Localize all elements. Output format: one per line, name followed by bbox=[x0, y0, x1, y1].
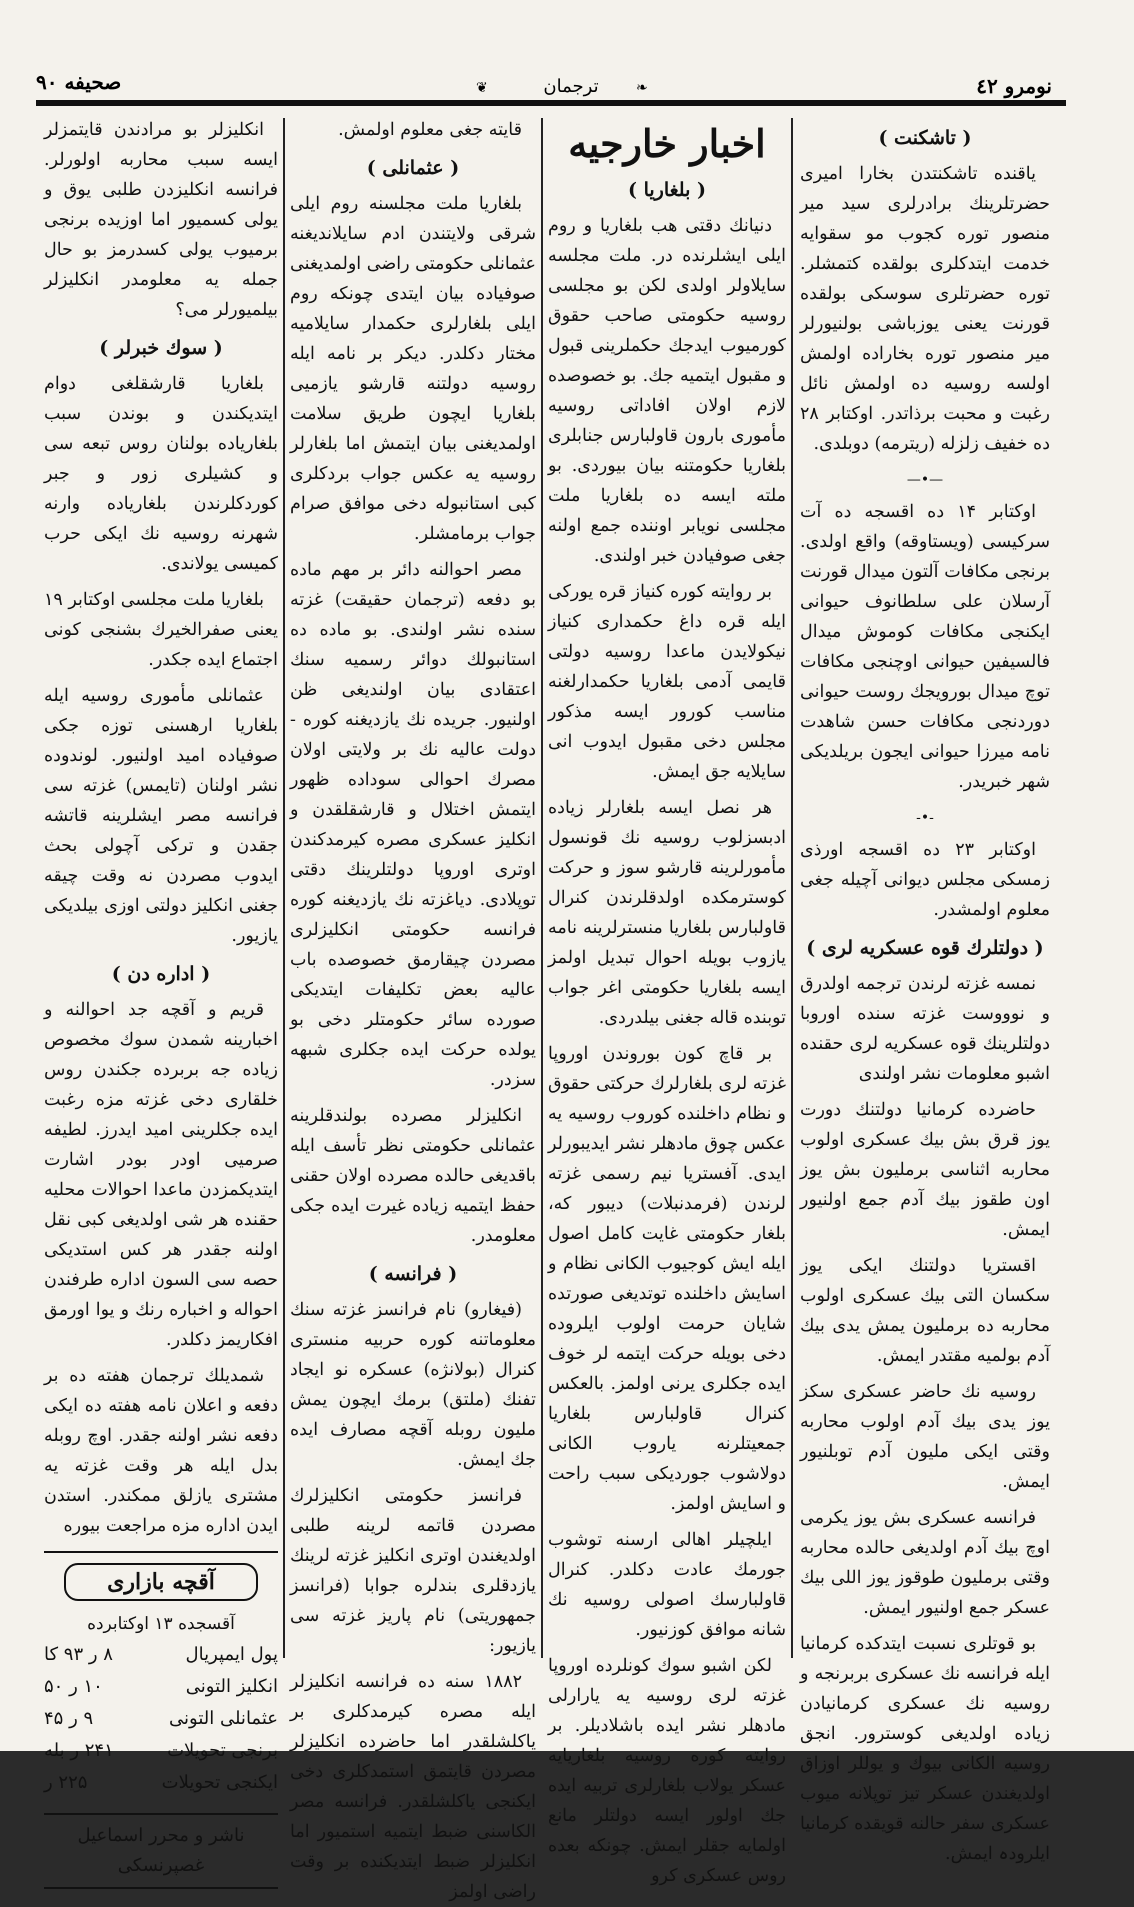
currency-name: انکلیز التونی bbox=[185, 1676, 278, 1697]
article-paragraph: عثمانلی مأموری روسیه ایله بلغاریا ارهسنی توزه جکی صوفیاده امید اولنیور. لوندوده نشر اولنان (تایمس) غزته سی فرانسه مصر ایشلرینه قاتشه جقدن و ترکی آچولی بحث ایدوب مصردن نه وقت چیقه جغنی انکلیز دولتی اوزی بیلدیکی یازیور. bbox=[44, 686, 278, 946]
separator: —•— bbox=[906, 472, 944, 488]
article-paragraph: بلغاریا قارشقلغی دوام ایتدیکندن و بوندن سبب بلغاریاده بولنان روس تبعه سی و کشیلری زور و جبر کوردکلرندن بلغاریاده وارنه شهرنه روسیه نك ایکی حرب کمیسی یولاندی. bbox=[44, 374, 278, 574]
article-paragraph: روسیه نك حاضر عسکری سکز یوز یدی بیك آدم اولوب محاربه وقتی ایکی ملیون آدم توبلنیور ایمش. bbox=[800, 1382, 1050, 1492]
column-divider bbox=[541, 118, 543, 1658]
currency-rate: ۸ ر ۹۳ کا bbox=[44, 1644, 113, 1665]
article-paragraph: بلغاریا ملت مجلسنه روم ایلی شرقی ولایتندن ادم سایلاندیغنه عثمانلی حکومتی راضی اولمدیغنی صوفیاده بیان ایتدی چونکه روم ایلی بلغارلری حکمدار سایلامیه مختار دکلدر. دیکر بر نامه ایله روسیه دولتنه قارشو یازمیی بلغاریا ایچون طریق سلامت اولمدیغنی بیان ایتمش اما بلغارلر روسیه یه عکس جواب بردکلری کبی استانبوله دخی موافق صرام جواب برمامشلر. bbox=[290, 194, 536, 544]
section-heading-administration: ( اداره دن ) bbox=[111, 963, 211, 985]
article-paragraph: اوکتابر ۱۴ ده اقسجه ده آت سرکیسی (ویستاوقه) واقع اولدی. برنجی مکافات آلتون میدال قورنت آرسلان علی سلطانوف حیوانی ایکنجی مکافات کوموش میدال فالسیفین حیوانی اوچنجی مکافات توچ میدال بورویجك روست حیوانی دوردنجی مکافات حسن شاهدت نامه میرزا حیوانی ایجون بریلدیکی شهر خبریدر. bbox=[800, 502, 1050, 792]
ornament-left-icon: ❦ bbox=[476, 80, 488, 96]
article-paragraph: هر نصل ایسه بلغارلر زیاده ادبسزلوب روسیه نك قونسول مأمورلرینه قارشو سوز و حرکت کوسترمکده اولدقلرندن کنرال قاولبارس بلغاریا منسترلرینه نامه یازوب بویله احوال تبدیل اولمز ایسه بلغاریا حکومتی اغر جواب توبنده قاله جغنی بیلدردی. bbox=[548, 798, 786, 1028]
currency-name: برنجی تحویلات bbox=[167, 1740, 278, 1761]
article-paragraph: بو قوتلری نسبت ایتدکده کرمانیا ایله فرانسه نك عسکری بربرنجه و روسیه نك عسکری کرمانیادن زیاده اولدیغی کوسترور. انجق روسیه الکانی بیوك و یوللر اوزاق اولدیغندن عسکر تیز توپلانه میوب عسکری سفر حالنه قویقده کرمانیا ایلرودہ ایمش. bbox=[800, 1634, 1050, 1864]
section-title-foreign-news: اخبار خارجیه bbox=[568, 121, 766, 166]
currency-rate: ۲۲۵ ر bbox=[44, 1772, 88, 1793]
market-row bbox=[44, 1767, 278, 1799]
ornament-right-icon: ❧ bbox=[636, 80, 648, 96]
separator: -•- bbox=[916, 810, 934, 826]
article-paragraph: اوکتابر ۲۳ ده اقسجه اورذی زمسکی مجلس دیوانی آچیله جغی معلوم اولمشدر. bbox=[800, 840, 1050, 920]
section-heading-bulgaria: ( بلغاریا ) bbox=[628, 179, 706, 201]
market-row bbox=[44, 1703, 278, 1735]
currency-name: عثمانلی التونی bbox=[169, 1708, 278, 1729]
section-heading-tashkent: ( تاشکنت ) bbox=[878, 127, 972, 149]
column-right bbox=[800, 115, 1050, 1864]
section-heading-france: ( فرانسه ) bbox=[368, 1263, 458, 1285]
article-paragraph: دنیانك دقتی هب بلغاریا و روم ایلی ایشلرنده در. ملت مجلسه سایلاولر اولدی لکن بو مجلسی روسیه حکومتی صاحب حقوق کورمیوب ایدجك حکملرینی قبول و مقبول ایتمیه جك. بو خصوصده لازم اولان افاداتی روسیه مأموری بارون قاولبارس جنابلری بلغاریا حکومتنه بیان بیوردی. بو ملته ایسه ده بلغاریا ملت مجلسی نویابر اوننده جمع اولنه جغی صوفیادن خبر اولندی. bbox=[548, 216, 786, 566]
header-rule bbox=[36, 100, 1066, 106]
article-paragraph: شمدیلك ترجمان هفته ده بر دفعه و اعلان نامه هفته ده ایکی دفعه نشر اولنه جقدر. اوچ روبله بدل ایله هر وقت غزته یه مشتری یازلق ممکندر. استدن ایدن اداره مزه مراجعت بیوره bbox=[44, 1366, 278, 1536]
article-paragraph: نمسه غزته لرندن ترجمه اولدرق و نوووست غزته سنده اوروبا دولتلرینك قوه عسکریه لری حقنده اشبو معلومات نشر اولندی bbox=[800, 974, 1050, 1084]
column-ottoman-france bbox=[290, 115, 536, 1902]
market-row bbox=[44, 1671, 278, 1703]
article-paragraph: قریم و آقچه جد احوالنه و اخبارینه شمدن سوك مخصوص زیاده جه بربرده جکندن روس خلقاری دخی غزته مزه رغبت ایده جکلرینی امید ایدرز. لطیفه صرمیی اودر بودر اشارت ایتدیکمزدن ماعدا احوالات محلیه حقنده هر شی اولدیغی کبی نقل اولنه جقدر هر کس استدیکی حصه سی السون اداره طرفندن احواله و اخباره رنك و یوا اورمق افکاریمز دکلدر. bbox=[44, 1000, 278, 1350]
article-paragraph: بر روایته کوره کنیاز قره یورکی ایله قره داغ حکمداری کنیاز نیکولایدن ماعدا روسیه دولتی قایمی آدمی بلغاریا حکمدارلغنه مناسب کورور ایسه مذکور مجلس دخی مقبول ایدوب انی سایلایه جق ایمش. bbox=[548, 582, 786, 782]
article-paragraph: قایته جغی معلوم اولمش. bbox=[338, 120, 522, 140]
article-paragraph: (فیغارو) نام فرانسز غزته سنك معلوماتنه کوره حربیه منستری کنرال (بولانژه) عسکره نو ایجاد تفنك (ملتق) برمك ایچون یمش ملیون روبله آقچه مصارف ایده جك ایمش. bbox=[290, 1300, 536, 1470]
article-paragraph: انکلیزلر بو مرادندن قایتمزلر ایسه سبب محاربه اولورلر. فرانسه انکلیزدن طلبی یوق و یولی کسمیور اما اوزیده برنجی برمیوب یولی کسدرمز بو حال جمله یه معلومدر انکلیزلر بیلمیورلر می؟ bbox=[44, 120, 278, 320]
article-paragraph: ایلچیلر اهالی ارسنه توشوب جورمك عادت دکلدر. کنرال قاولبارسك اصولی روسیه نك شانه موافق کوزنیور. bbox=[548, 1530, 786, 1640]
section-heading-latest-news: ( سوك خبرلر ) bbox=[99, 337, 223, 359]
currency-rate: ۲۴۱ ر بله bbox=[44, 1740, 114, 1761]
article-paragraph: مصر احوالنه دائر بر مهم ماده بو دفعه (ترجمان حقیقت) غزته سنده نشر اولندی. بو ماده ده استانبولك دوائر رسمیه سنك اعتقادی بیان اولندیغی ظن اولنیور. جریده نك یازدیغنه کوره - دولت عالیه نك بر ولایتی اولان مصرك احوالی سوداده ظهور ایتمش اختلال و قارشقلقدن و انکلیز عسکری مصره کیرمدکندن اوتری اوروپا دولتلرینك دقتی توپلادی. دیاغزته نك یازدیغنه کوره فرانسه حکومتی انکلیزلری مصردن چیقارمق خصوصده باب عالیه بعض تکلیفات ایتدیکی صورده سائر حکومتلر دخی بو یولده حرکت ایده جکلری شبهه سزدر. bbox=[290, 560, 536, 1090]
article-paragraph: یاقنده تاشکنتدن بخارا امیری حضرتلرینك برادرلری سید میر منصور توره کجوب مو سقوایه خدمت ایتدکلری بولقده کتمشلر. توره حضرتلری سوسکی بولقده قورنت یعنی یوزباشی بولنیورلر میر منصور توره بخاراده اولمش اولسه روسیه ده اولمش نائل رغبت و محبت برذاتدر. اوکتابر ۲۸ ده خفیف زلزله (ریترمه) دوبلدی. bbox=[800, 164, 1050, 454]
issue-number: نومرو ٤٢ bbox=[976, 74, 1052, 98]
page-number: صحیفه ۹۰ bbox=[36, 70, 122, 94]
article-paragraph: ۱۸۸۲ سنه ده فرانسه انکلیزلر ایله مصره کیرمدکلری بر یاکلشلقدر اما حاضرده انکلیزلر مصردن قایتمق استمدکلری دخی ایکنجی یاکلشلقدر. فرانسه مصر الکاسنی ضبط ایتمیه استمیور اما انکلیزلر ضبط ایتدیکنده بر وقت راضی اولمز bbox=[290, 1672, 536, 1902]
currency-name: پول ایمپریال bbox=[185, 1644, 278, 1665]
column-divider bbox=[791, 118, 793, 1658]
article-paragraph: لکن اشبو سوك کونلرده اوروپا غزته لری روسیه یه یارارلی مادهلر نشر ایده باشلادیلر. بر روایته کوره روسیه بلغاریایه عسکر یولاب بلغارلری تربیه ایده جك اولور ایسه دولتلر مانع اولمایه جقلر ایمش. چونکه بعده روس عسکری کرو bbox=[548, 1656, 786, 1886]
money-market-table bbox=[44, 1639, 278, 1799]
article-paragraph: فرانسه عسکری بش یوز یکرمی اوچ بیك آدم اولدیغی حالده محاربه وقتی برملیون طوقوز یوز اللی بیك عسکر جمع اولنیور ایمش. bbox=[800, 1508, 1050, 1618]
currency-rate: ۹ ر ۴۵ bbox=[44, 1708, 94, 1729]
money-market-date: آقسجده ۱۳ اوکتابرده bbox=[87, 1614, 235, 1634]
article-paragraph: اقستریا دولتنك ایکی یوز سکسان التی بیك عسکری اولوب محاربه ده برملیون یمش یدی بیك آدم بولمیه مقتدر ایمش. bbox=[800, 1256, 1050, 1366]
column-left bbox=[44, 115, 278, 1876]
money-market-title: آقچه بازاری bbox=[64, 1563, 258, 1601]
section-heading-ottoman: ( عثمانلی ) bbox=[366, 157, 460, 179]
market-row bbox=[44, 1639, 278, 1671]
column-foreign-news bbox=[548, 115, 786, 1886]
column-divider bbox=[283, 118, 285, 1658]
market-row bbox=[44, 1735, 278, 1767]
article-paragraph: بلغاریا ملت مجلسی اوکتابر ۱۹ یعنی صفرالخیرك بشنجی کونی اجتماع ایده جکدر. bbox=[44, 590, 278, 670]
article-paragraph: بر قاچ کون بوروندن اوروپا غزته لری بلغارلرك حرکتی حقوق و نظام داخلنده کوروب روسیه یه عکس چوق مادهلر نشر ایدیبورلر ایدی. آفستریا نیم رسمی غزته لرندن (فرمدنبلات) دیبور که، بلغار حکومتی غایت کامل اصول ایله ایش کوجیوب الکانی نظام و اسایش داخلنده توتدیغی صورتده شایان حرمت اولوب ایلروده دخی بویله حرکت ایتمه لر خوف ایده جکلری یرنی اولمز. بالعکس کنرال قاولبارس بلغاریا جمعیتلرنه یاروب الکانی دولاشوب جوردیکی سبب راحت و اسایش اولمز. bbox=[548, 1044, 786, 1514]
currency-rate: ۱۰ ر ۵۰ bbox=[44, 1676, 103, 1697]
article-paragraph: حاضرده کرمانیا دولتنك دورت یوز قرق بش بیك عسکری اولوب محاربه اثناسی برملیون بش یوز اون طقوز بیك آدم جمع اولنیور ایمش. bbox=[800, 1100, 1050, 1240]
money-market-box bbox=[44, 1551, 278, 1889]
publisher-imprint: ناشر و محرر اسماعیل غصپرنسکی bbox=[44, 1813, 278, 1889]
newspaper-title: ترجمان bbox=[543, 76, 599, 97]
article-paragraph: انکلیزلر مصرده بولندقلرینه عثمانلی حکومتی نظر تأسف ایله باقدیغی حالده مصرده اولان حقنی حفظ ایتمیه زیاده غیرت ایده جکی معلومدر. bbox=[290, 1106, 536, 1246]
currency-name: ایکنجی تحویلات bbox=[161, 1772, 278, 1793]
article-paragraph: فرانسز حکومتی انکلیزلرك مصردن قاتمه لرینه طلبی اولدیغندن اوتری انکلیز غزته لرینك یازدقلری بندلره جوابا (فرانسز جمهوریتی) نام پاریز غزته سی یازیور: bbox=[290, 1486, 536, 1656]
section-heading-military: ( دولتلرك قوه عسکریه لری ) bbox=[806, 937, 1044, 959]
